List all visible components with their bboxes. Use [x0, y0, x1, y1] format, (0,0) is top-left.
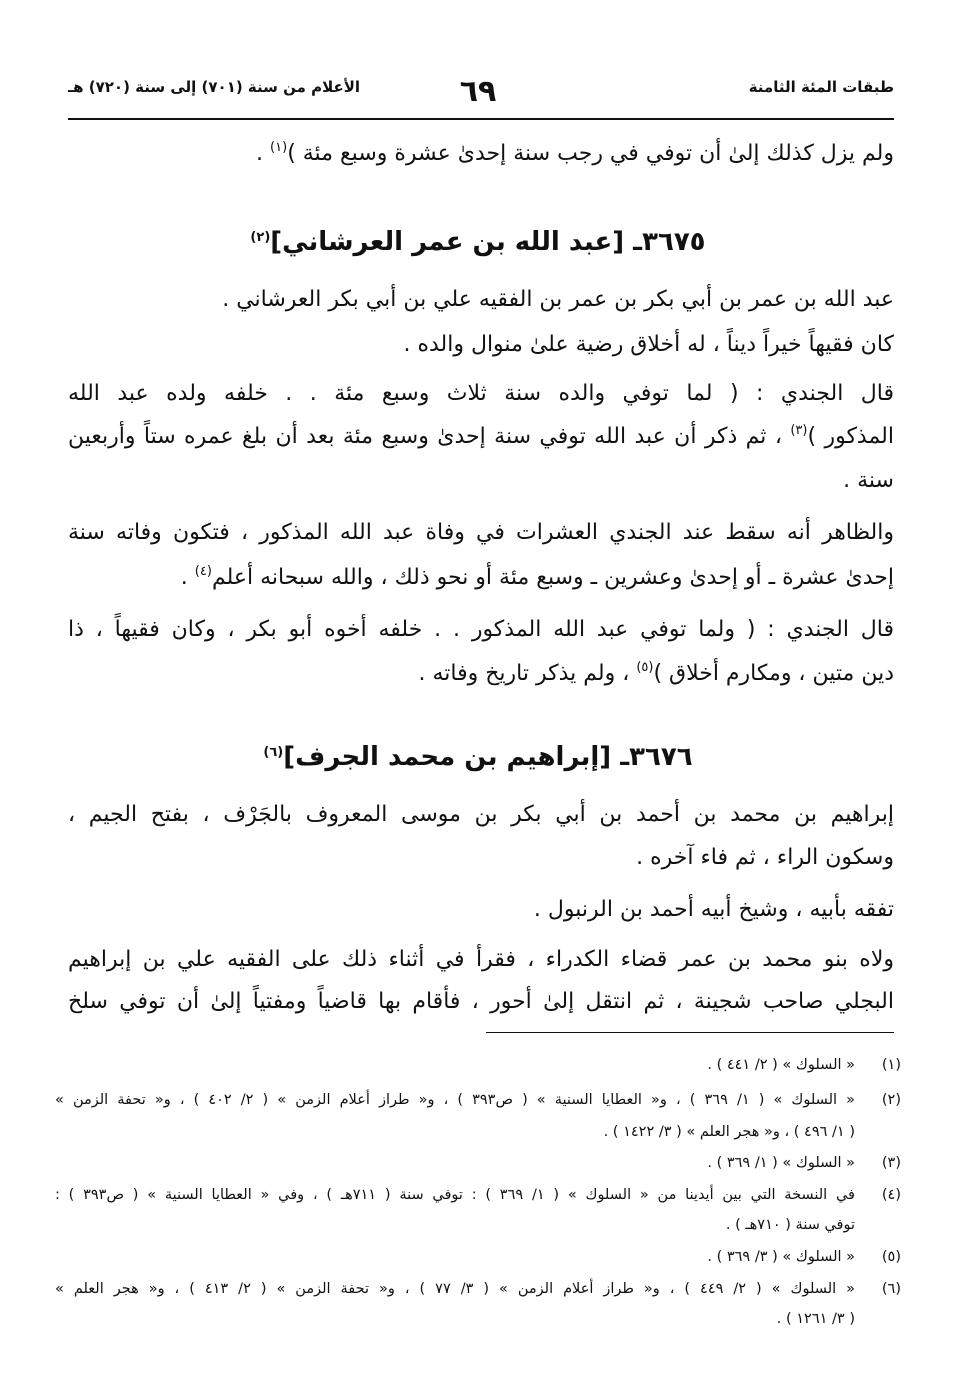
paragraph-line: كان فقيهاً خيراً ديناً ، له أخلاق رضية علىٰ منوال والده . [403, 332, 894, 357]
entry-heading-3675 [0, 222, 956, 262]
paragraph-line: إبراهيم بن محمد بن أحمد بن أبي بكر بن موسى المعروف بالجَرْف ، بفتح الجيم ، [68, 802, 894, 827]
text-run: المذكور ) [807, 424, 894, 449]
running-header-range: الأعلام من سنة (٧٠١) إلى سنة (٧٢٠) هـ [68, 78, 361, 96]
page-number: ٦٩ [459, 74, 497, 109]
paragraph-line [68, 561, 894, 595]
footnote-ref-5[interactable]: (٥) [636, 660, 654, 675]
text-run: إحدىٰ عشرة ـ أو إحدىٰ وعشرين ـ وسبع مئة أو نحو ذلك ، والله سبحانه أعلم [211, 565, 894, 590]
footnote-number: (٣) [881, 1155, 901, 1171]
paragraph-line: عبد الله بن عمر بن أبي بكر بن عمر بن الفقيه علي بن أبي بكر العرشاني . [222, 287, 894, 312]
footnote-number: (٦) [881, 1281, 901, 1297]
footnote-number: (٤) [881, 1187, 901, 1203]
paragraph-line: تفقه بأبيه ، وشيخ أبيه أحمد بن الرنبول . [533, 897, 894, 922]
header-rule [68, 118, 894, 120]
intro-line [68, 137, 894, 171]
footnote-ref-4[interactable]: (٤) [194, 564, 212, 579]
footnote-number: (٢) [881, 1092, 901, 1108]
text-run: . [180, 565, 195, 590]
footnote-ref-3[interactable]: (٣) [790, 423, 808, 438]
footnote-text: « السلوك » ( ١/ ٣٦٩ ) ، و« العطايا السنية » ( ص٣٩٣ ) ، و« طراز أعلام الزمن » ( ٢/ ٤٠٢ ) ، و« تحفة الزمن » [55, 1092, 855, 1108]
paragraph-line [68, 657, 894, 691]
footnote-ref-6[interactable]: (٦) [263, 745, 284, 760]
footnote-text: « السلوك » ( ٢/ ٤٤١ ) . [707, 1057, 855, 1073]
text-run: ، ولم يذكر تاريخ وفاته . [418, 661, 637, 686]
footnote-rule [486, 1032, 894, 1033]
footnote-text: ( ٣/ ١٢٦١ ) . [776, 1311, 855, 1327]
paragraph-line: قال الجندي : ( ولما توفي عبد الله المذكور . . خلفه أخوه أبو بكر ، وكان فقيهاً ، ذا [68, 617, 894, 642]
footnote-number: (٥) [881, 1249, 901, 1265]
footnote-text: في النسخة التي بين أيدينا من « السلوك » ( ١/ ٣٦٩ ) : توفي سنة ( ٧١١هـ ) ، وفي « العطايا السنية » ( ص٣٩٣ ) : [55, 1187, 855, 1203]
footnote-text: توفي سنة ( ٧١٠هـ ) . [725, 1217, 855, 1233]
footnote-text: ( ١/ ٤٩٦ ) ، و« هجر العلم » ( ٣/ ١٤٢٢ ) . [603, 1124, 855, 1140]
footnote-ref-1[interactable]: (١) [270, 140, 288, 155]
paragraph-line: سنة . [843, 468, 894, 493]
paragraph-line: وسكون الراء ، ثم فاء آخره . [636, 845, 894, 870]
entry-heading-text: ٣٦٧٥ـ [عبد الله بن عمر العرشاني] [270, 227, 706, 257]
footnote-ref-2[interactable]: (٢) [250, 230, 271, 245]
paragraph-line: ولاه بنو محمد بن عمر قضاء الكدراء ، فقرأ في أثناء ذلك على الفقيه علي بن إبراهيم [68, 947, 894, 972]
paragraph-line: قال الجندي : ( لما توفي والده سنة ثلاث وسبع مئة . . خلفه ولده عبد الله [68, 381, 894, 406]
footnote-number: (١) [881, 1057, 901, 1073]
footnote-text: « السلوك » ( ٣/ ٣٦٩ ) . [707, 1249, 855, 1265]
running-header-book-title: طبقات المئة الثامنة [748, 78, 894, 96]
entry-heading-3676 [0, 737, 956, 777]
text-run: ، ثم ذكر أن عبد الله توفي سنة إحدىٰ وسبع مئة بعد أن بلغ عمره ستاً وأربعين [68, 424, 791, 449]
entry-heading-text: ٣٦٧٦ـ [إبراهيم بن محمد الجرف] [283, 742, 693, 772]
footnote-text: « السلوك » ( ٢/ ٤٤٩ ) ، و« طراز أعلام الزمن » ( ٣/ ٧٧ ) ، و« تحفة الزمن » ( ٢/ ٤١٣ ) ، و« هجر العلم » [55, 1281, 855, 1297]
intro-text: ولم يزل كذلك إلىٰ أن توفي في رجب سنة إحدىٰ عشرة وسبع مئة ) [287, 141, 894, 166]
paragraph-line [68, 420, 894, 454]
footnote-text: « السلوك » ( ١/ ٣٦٩ ) . [707, 1155, 855, 1171]
text-run: دين متين ، ومكارم أخلاق ) [653, 661, 894, 686]
paragraph-line: البجلي صاحب شجينة ، ثم انتقل إلىٰ أحور ، فأقام بها قاضياً ومفتياً إلىٰ أن توفي سلخ [68, 989, 894, 1014]
intro-end: . [256, 141, 271, 166]
paragraph-line: والظاهر أنه سقط عند الجندي العشرات في وفاة عبد الله المذكور ، فتكون وفاته سنة [68, 520, 894, 545]
